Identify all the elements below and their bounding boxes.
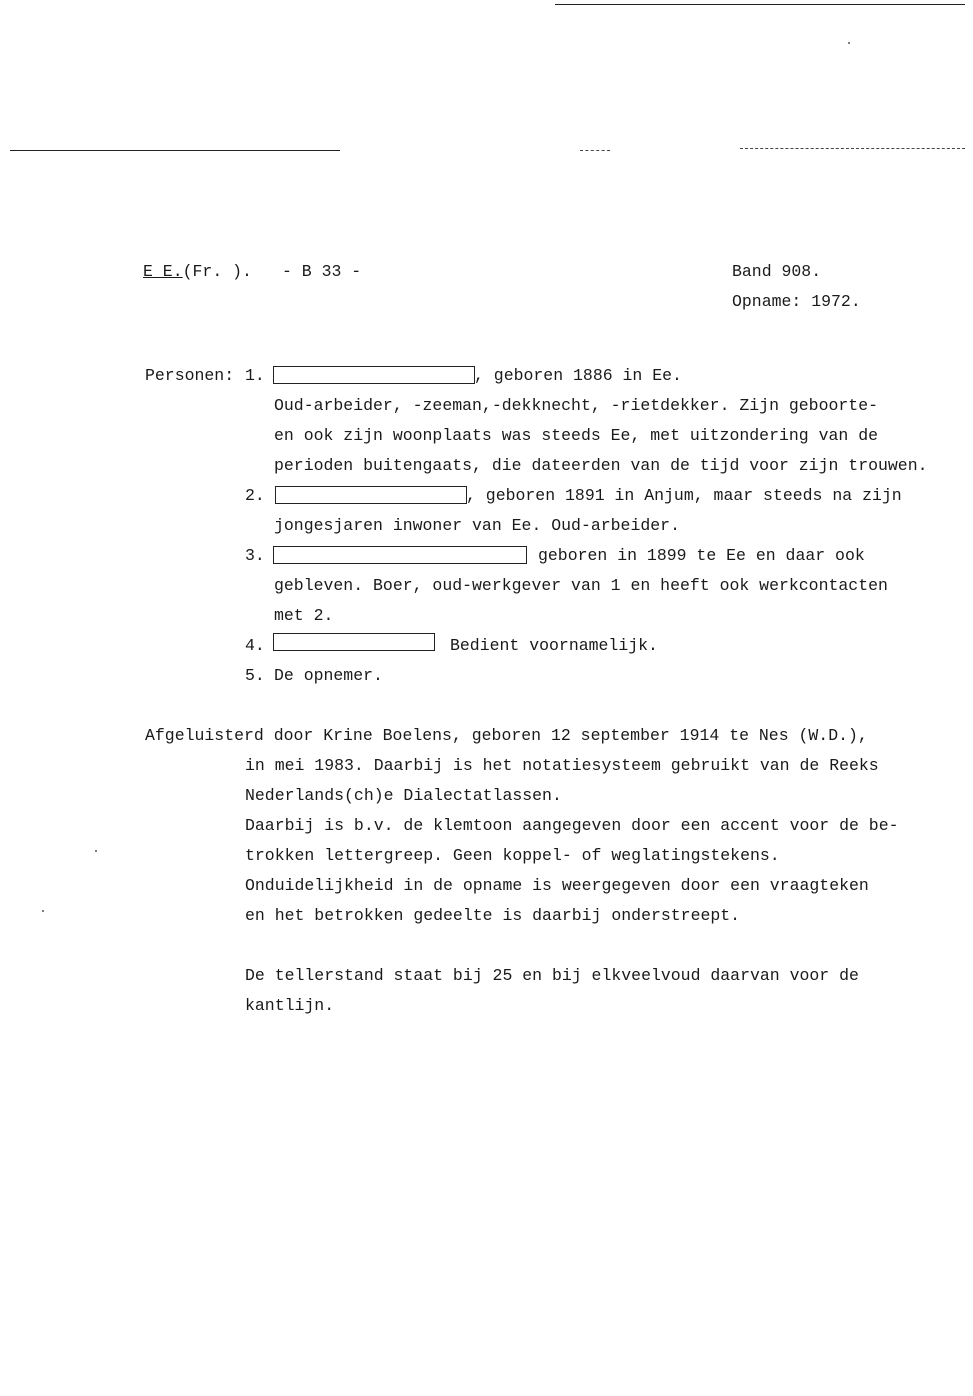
person-2-line2: jongesjaren inwoner van Ee. Oud-arbeider. [274,516,680,535]
page-number: - B 33 - [282,262,362,281]
person-3-line1: geboren in 1899 te Ee en daar ook [538,546,865,565]
redacted-name-1 [273,366,475,384]
persons-label: Personen: [145,366,235,385]
document-code: E E.(Fr. ). [143,262,252,281]
scan-rule-top [555,4,965,5]
person-2-number: 2. [245,486,265,505]
listening-line-4: Daarbij is b.v. de klemtoon aangegeven door een accent voor de be- [245,816,899,835]
scan-rule-mid [580,150,610,151]
person-1-line2: Oud-arbeider, -zeeman,-dekknecht, -rietdekker. Zijn geboorte- [274,396,878,415]
scan-rule-right [740,148,965,149]
person-1-line1: , geboren 1886 in Ee. [474,366,682,385]
person-3-line2: gebleven. Boer, oud-werkgever van 1 en heeft ook werkcontacten [274,576,888,595]
person-4-line1: Bedient voornamelijk. [450,636,658,655]
person-3-line3: met 2. [274,606,334,625]
band-number: Band 908. [732,262,822,281]
scan-speck [848,42,850,44]
recording-year: Opname: 1972. [732,292,861,311]
counter-line-1: De tellerstand staat bij 25 en bij elkveelvoud daarvan voor de [245,966,859,985]
person-1-number: 1. [245,366,265,385]
person-2-line1: , geboren 1891 in Anjum, maar steeds na zijn [466,486,902,505]
person-5-number: 5. [245,666,265,685]
listening-line-3: Nederlands(ch)e Dialectatlassen. [245,786,562,805]
person-5-text: De opnemer. [274,666,383,685]
redacted-name-2 [275,486,467,504]
listening-line-6: Onduidelijkheid in de opname is weergegeven door een vraagteken [245,876,869,895]
scan-speck [95,850,97,852]
person-1-line3: en ook zijn woonplaats was steeds Ee, met uitzondering van de [274,426,878,445]
person-3-number: 3. [245,546,265,565]
listening-line-5: trokken lettergreep. Geen koppel- of weglatingstekens. [245,846,780,865]
counter-line-2: kantlijn. [245,996,335,1015]
scan-rule-left [10,150,340,151]
redacted-name-3 [273,546,527,564]
person-1-line4: perioden buitengaats, die dateerden van de tijd voor zijn trouwen. [274,456,928,475]
person-4-number: 4. [245,636,265,655]
listening-line-1: Afgeluisterd door Krine Boelens, geboren 12 september 1914 te Nes (W.D.), [145,726,868,745]
redacted-name-4 [273,633,435,651]
scan-speck [42,910,44,912]
listening-line-7: en het betrokken gedeelte is daarbij onderstreept. [245,906,741,925]
listening-line-2: in mei 1983. Daarbij is het notatiesysteem gebruikt van de Reeks [245,756,879,775]
